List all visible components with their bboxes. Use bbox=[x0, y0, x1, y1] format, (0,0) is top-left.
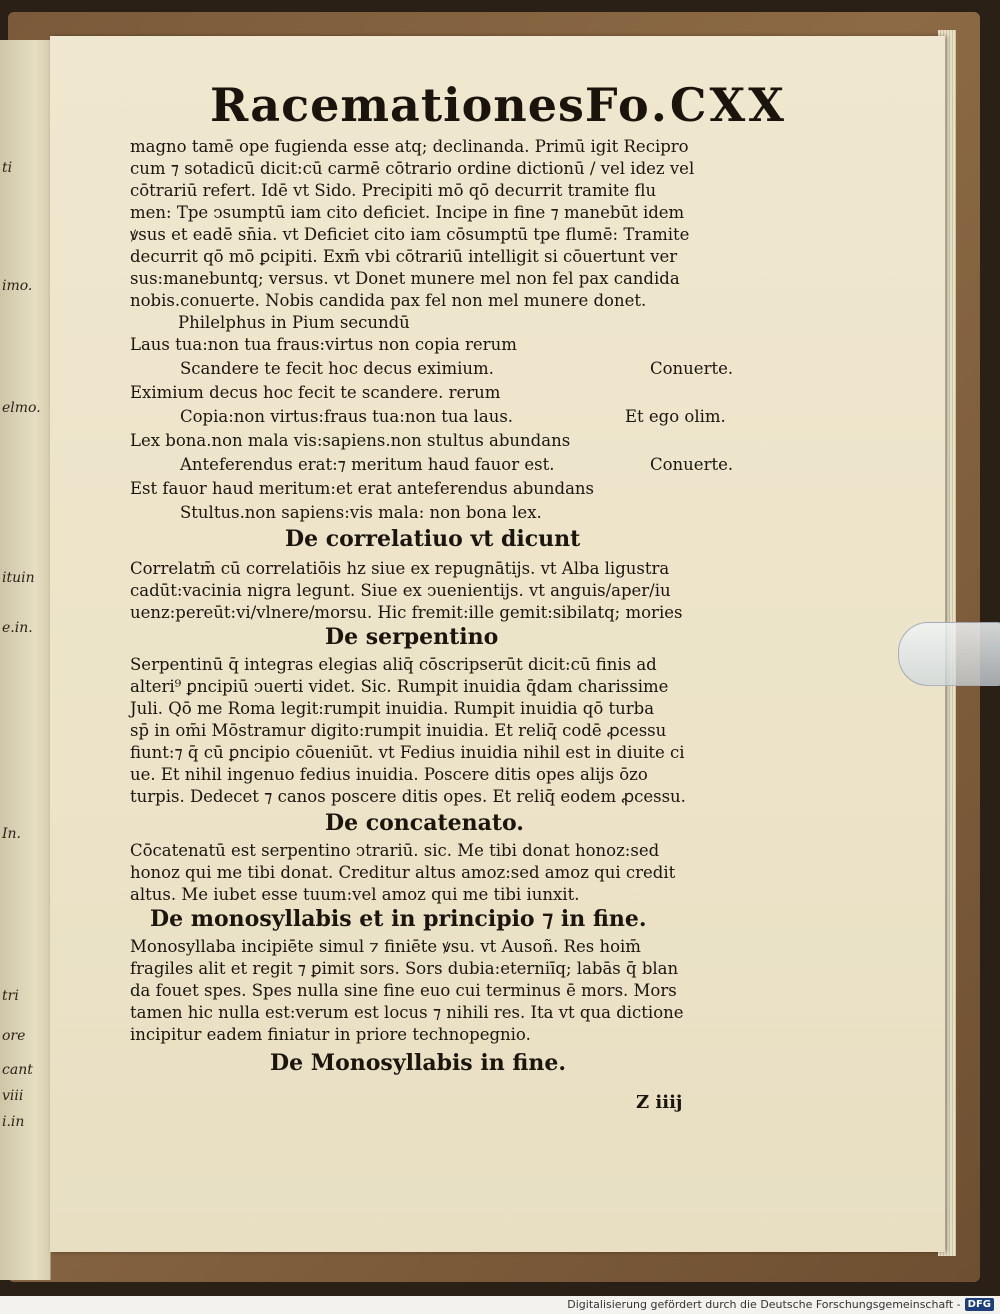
text-line: Juli. Qō me Roma legit:rumpit inuidia. Rumpit inuidia qō turba bbox=[130, 699, 655, 718]
text-line: Eximium decus hoc fecit te scandere. rerum bbox=[130, 383, 501, 402]
text-line: tamen hic nulla est:verum est locus ⁊ nihili res. Ita vt qua dictione bbox=[130, 1003, 684, 1022]
text-line: alteri⁹ ꝑncipiū ↄuerti videt. Sic. Rumpit inuidia q̄dam charissime bbox=[130, 677, 669, 696]
text-line: Conuerte. bbox=[650, 455, 734, 474]
dfg-logo-icon: DFG bbox=[965, 1298, 994, 1311]
left-fragment: ore bbox=[2, 1028, 26, 1044]
section-heading: De serpentino bbox=[325, 624, 499, 650]
text-line: turpis. Dedecet ⁊ canos poscere ditis opes. Et reliq̄ eodem ꝓcessu. bbox=[130, 787, 686, 806]
text-line: Philelphus in Pium secundū bbox=[178, 313, 410, 332]
page-clip bbox=[898, 622, 1000, 686]
left-fragment: i.in bbox=[2, 1114, 25, 1130]
left-fragment: viii bbox=[2, 1088, 24, 1104]
left-fragment: ti bbox=[2, 160, 13, 176]
text-line: sus:manebuntq; versus. vt Donet munere mel non fel pax candida bbox=[130, 269, 680, 288]
credit-text: Digitalisierung gefördert durch die Deutsche Forschungsgemeinschaft - bbox=[567, 1297, 961, 1311]
text-line: Conuerte. bbox=[650, 359, 734, 378]
text-line: Lex bona.non mala vis:sapiens.non stultus abundans bbox=[130, 431, 571, 450]
left-fragment: In. bbox=[2, 826, 21, 842]
text-line: Laus tua:non tua fraus:virtus non copia rerum bbox=[130, 335, 517, 354]
text-line: decurrit qō mō ꝑcipiti. Exm̄ vbi cōtrariū intelligit si cōuertunt ver bbox=[130, 247, 678, 266]
text-line: Et ego olim. bbox=[625, 407, 726, 426]
folio-number: Fo.CXX bbox=[584, 78, 787, 132]
text-line: incipitur eadem finiatur in priore technopegnio. bbox=[130, 1025, 531, 1044]
text-line: fiunt:⁊ q̄ cū ꝑncipio cōueniūt. vt Fedius inuidia nihil est in diuite ci bbox=[130, 743, 685, 762]
text-line: cum ⁊ sotadicū dicit:cū carmē cōtrario ordine dictionū / vel idez vel bbox=[130, 159, 695, 178]
text-line: Anteferendus erat:⁊ meritum haud fauor est. bbox=[180, 455, 555, 474]
section-heading: De correlatiuo vt dicunt bbox=[285, 526, 581, 552]
text-line: nobis.conuerte. Nobis candida pax fel non mel munere donet. bbox=[130, 291, 647, 310]
left-fragment: cant bbox=[2, 1062, 33, 1078]
dfg-credit bbox=[567, 1296, 994, 1312]
text-line: ue. Et nihil ingenuo fedius inuidia. Poscere ditis opes alijs ōzo bbox=[130, 765, 648, 784]
signature-mark: Z iiij bbox=[636, 1092, 683, 1113]
text-line: magno tamē ope fugienda esse atq; declinanda. Primū igit Recipro bbox=[130, 137, 689, 156]
text-line: altus. Me iubet esse tuum:vel amoz qui me tibi iunxit. bbox=[130, 885, 580, 904]
section-heading: De monosyllabis et in principio ⁊ in fine. bbox=[150, 906, 647, 932]
left-fragment: e.in. bbox=[2, 620, 33, 636]
left-fragment: imo. bbox=[2, 278, 33, 294]
page-header bbox=[210, 78, 787, 138]
text-line: cōtrariū refert. Idē vt Sido. Precipiti mō qō decurrit tramite flu bbox=[130, 181, 657, 200]
text-line: cadūt:vacinia nigra legunt. Siue ex ↄuenientijs. vt anguis/aper/iu bbox=[130, 581, 671, 600]
section-heading: De Monosyllabis in fine. bbox=[270, 1050, 567, 1076]
left-fragment: tri bbox=[2, 988, 19, 1004]
text-line: Monosyllaba incipiēte simul ⁊ finiēte ꝟsu. vt Ausoñ. Res hoim̄ bbox=[130, 937, 641, 956]
left-fragment: ituin bbox=[2, 570, 35, 586]
text-line: da fouet spes. Spes nulla sine fine euo cui terminus ē mors. Mors bbox=[130, 981, 677, 1000]
text-line: Scandere te fecit hoc decus eximium. bbox=[180, 359, 494, 378]
section-heading: De concatenato. bbox=[325, 810, 524, 836]
text-line: Copia:non virtus:fraus tua:non tua laus. bbox=[180, 407, 514, 426]
text-line: Cōcatenatū est serpentino ↄtrariū. sic. Me tibi donat honoz:sed bbox=[130, 841, 660, 860]
text-line: sp̄ in om̄i Mōstramur digito:rumpit inuidia. Et reliq̄ codē ꝓcessu bbox=[130, 721, 667, 740]
text-line: Serpentinū q̄ integras elegias aliq̄ cōscripserūt dicit:cū finis ad bbox=[130, 655, 657, 674]
text-line: uenz:pereūt:vi/vlnere/morsu. Hic fremit:ille gemit:sibilatq; mories bbox=[130, 603, 683, 622]
left-page-edge bbox=[0, 40, 51, 1280]
left-fragment: elmo. bbox=[2, 400, 41, 416]
text-line: Est fauor haud meritum:et erat anteferendus abundans bbox=[130, 479, 595, 498]
text-line: honoz qui me tibi donat. Creditur altus amoz:sed amoz qui credit bbox=[130, 863, 676, 882]
running-title: Racemationes bbox=[210, 78, 585, 132]
text-line: Stultus.non sapiens:vis mala: non bona lex. bbox=[180, 503, 542, 522]
text-line: fragiles alit et regit ⁊ ꝑimit sors. Sors dubia:eterniīq; labās q̄ blan bbox=[130, 959, 679, 978]
text-line: Correlatm̄ cū correlatiōis hz siue ex repugnātijs. vt Alba ligustra bbox=[130, 559, 670, 578]
text-line: men: Tpe ↄsumptū iam cito deficiet. Incipe in fine ⁊ manebūt idem bbox=[130, 203, 685, 222]
text-line: ꝟsus et eadē sn̄ia. vt Deficiet cito iam cōsumptū tpe flumē: Tramite bbox=[130, 225, 690, 244]
